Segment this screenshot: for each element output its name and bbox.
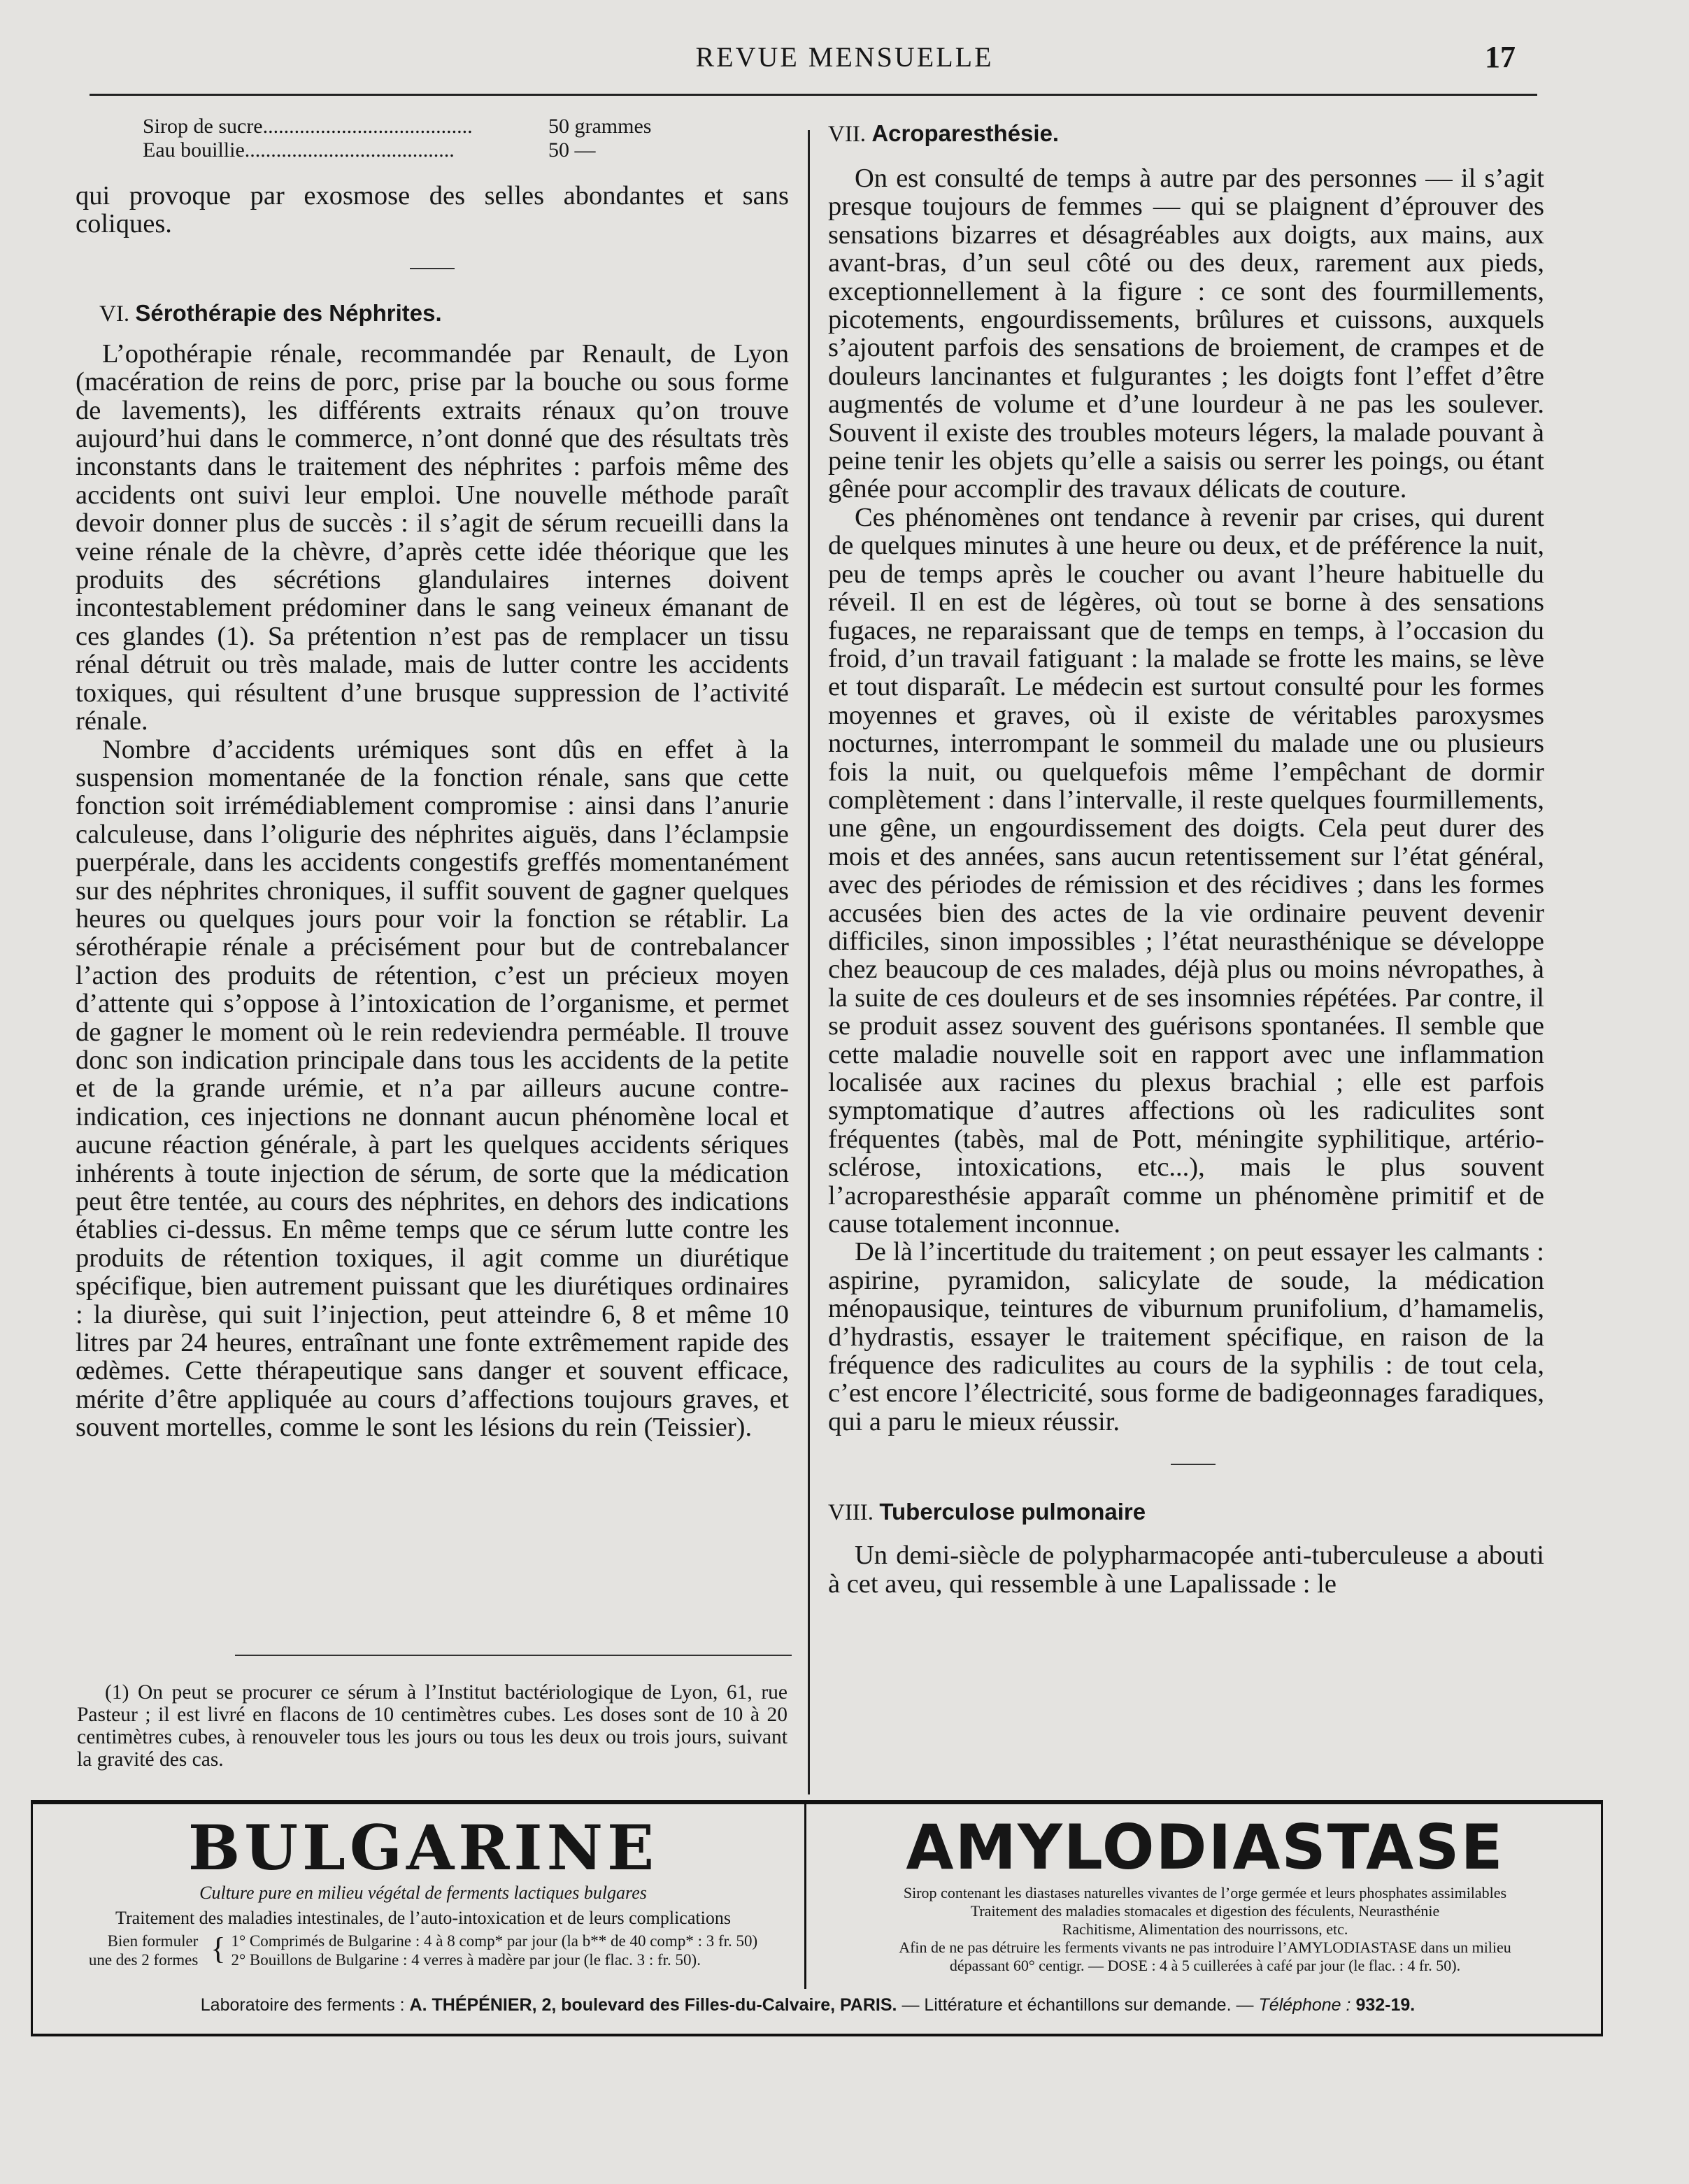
lab-literature-note: — Littérature et échantillons sur demande. —	[901, 1995, 1254, 2015]
section-number: VIII.	[828, 1500, 874, 1526]
formulation-label-line: une des 2 formes	[88, 1951, 199, 1969]
paragraph: Un demi-siècle de polypharmacopée anti-tuberculeuse a abouti à cet aveu, qui ressemble à une Lapalissade : le	[828, 1541, 1544, 1599]
recipe-ingredient: Sirop de sucre........................................	[143, 115, 473, 138]
amylodiastase-line: Sirop contenant les diastases naturelles vivantes de l’orge germée et leurs phosphates assimilables	[903, 1884, 1507, 1901]
recipe-quantity: 50 —	[548, 138, 596, 162]
section-number: VI.	[99, 301, 130, 327]
recipe-line	[143, 115, 789, 138]
recipe	[143, 115, 789, 162]
footnote-rule	[235, 1655, 792, 1656]
section-separator	[410, 268, 455, 269]
running-header-title: REVUE MENSUELLE	[695, 41, 994, 73]
formulation-option: 2° Bouillons de Bulgarine : 4 verres à madère par jour (le flac. 3 : fr. 50).	[231, 1951, 701, 1969]
bulgarine-formulation	[42, 1932, 804, 1969]
amylodiastase-line: dépassant 60° centigr. — DOSE : 4 à 5 cuillerées à café par jour (le flac. : 4 fr. 50).	[949, 1957, 1461, 1974]
paragraph: L’opothérapie rénale, recommandée par Renault, de Lyon (macération de reins de porc, prise par la bouche ou sous forme de lavements), les différents extraits rénaux qu’on trouve aujourd’hui dans le commerce, n’ont donné que des résultats très inconstants dans le traitement des néphrites : parfois même des accidents ont suivi leur emploi. Une nouvelle méthode paraît devoir donner plus de succès : il s’agit de sérum recueilli dans la veine rénale de la chèvre, d’après cette idée théorique que les produits des sécrétions glandulaires internes doivent incontestablement prédominer dans le sang veineux émanant de ces glandes (1). Sa prétention n’est pas de remplacer un tissu rénal détruit ou très malade, mais de lutter contre les accidents toxiques, qui résultent d’une brusque suppression de l’activité rénale.	[76, 338, 789, 736]
formulation-options	[231, 1932, 757, 1969]
phone-label: Téléphone :	[1258, 1995, 1351, 2015]
section-heading-viii	[828, 1499, 1544, 1526]
formulation-label-line: Bien formuler	[107, 1932, 199, 1950]
right-column	[828, 115, 1544, 1598]
phone-number: 932-19.	[1355, 1995, 1416, 2015]
amylodiastase-line: Rachitisme, Alimentation des nourrissons, etc.	[1062, 1920, 1348, 1938]
advertisement-divider	[804, 1804, 806, 1989]
section-title: Acroparesthésie.	[871, 120, 1060, 146]
paragraph: Ces phénomènes ont tendance à revenir par crises, qui durent de quelques minutes à une heure ou deux, et de préférence la nuit, peu de temps après le coucher ou avant l’heure habituelle du réveil. Il en est de légères, où tout se borne à des sensations fugaces, ne reparaissant que de temps en temps, à l’occasion du froid, d’un travail fatiguant : la malade se frotte les mains, se lève et tout disparaît. Le médecin est surtout consulté pour les formes moyennes et graves, où il existe de véritables paroxysmes nocturnes, interrompant le sommeil du malade une ou plusieurs fois la nuit, ou quelquefois même l’empêchant de dormir complètement : dans l’intervalle, il reste quelques fourmillements, une gêne, un engourdissement des doigts. Cela peut durer des mois et des années, sans aucun retentissement sur l’état général, avec des périodes de rémission et des récidives ; dans les formes accusées bien des actes de la vie ordinaire peuvent devenir difficiles, sinon impossibles ; l’état neurasthénique se développe chez beaucoup de ces malades, déjà plus ou moins névropathes, à la suite de ces douleurs et de ses insomnies répétées. Par contre, il se produit assez souvent des guérisons spontanées. Il semble que cette maladie nouvelle soit en rapport avec une inflammation localisée aux racines du plexus brachial ; elle est parfois symptomatique d’autres affections où les radiculites sont fréquentes (tabès, mal de Pott, méningite syphilitique, artério-sclérose, intoxications, etc...), mais le plus souvent l’acroparesthésie apparaît comme un phénomène primitif et de cause totalement inconnue.	[828, 502, 1544, 1239]
section-title: Sérothérapie des Néphrites.	[135, 299, 442, 326]
lab-address: A. THÉPÉNIER, 2, boulevard des Filles-du-Calvaire, PARIS.	[409, 1995, 897, 2015]
recipe-ingredient: Eau bouillie........................................	[143, 138, 455, 162]
amylodiastase-brand: AMYLODIASTASE	[906, 1811, 1504, 1883]
left-column	[76, 115, 789, 1442]
amylodiastase-ad	[817, 1811, 1593, 1975]
lab-prefix: Laboratoire des ferments :	[200, 1995, 405, 2015]
section-number: VII.	[828, 122, 867, 147]
bulgarine-indication: Traitement des maladies intestinales, de l’auto-intoxication et de leurs complications	[115, 1908, 731, 1928]
paragraph: De là l’incertitude du traitement ; on peut essayer les calmants : aspirine, pyramidon, salicylate de soude, la médication ménopausique, teintures de viburnum prunifolium, d’hamamelis, d’hydrastis, essayer le traitement spécifique, en raison de la fréquence des radiculites au cours de la syphilis : de tout cela, c’est encore l’électricité, sous forme de badigeonnages faradiques, qui a paru le mieux réussir.	[828, 1237, 1544, 1436]
paragraph: On est consulté de temps à autre par des personnes — il s’agit presque toujours de femmes — qui se plaignent d’éprouver des sensations bizarres et désagréables aux doigts, aux mains, aux avant-bras, d’un seul côté ou des deux, rarement aux pieds, exceptionnellement à la figure : ce sont des fourmillements, picotements, engourdissements, brûlures et cuissons, auxquels s’ajoutent parfois des sensations de broiement, de crampes et de douleurs lancinantes et fulgurantes ; les doigts font l’effet d’être augmentés de volume et d’une lourdeur à ne pas les soulever. Souvent il existe des troubles moteurs légers, la malade pouvant à peine tenir les objets qu’elle a saisis ou serrer les poings, ou étant gênée pour accomplir des travaux délicats de couture.	[828, 164, 1544, 504]
formulation-label	[89, 1932, 206, 1969]
column-divider	[808, 130, 810, 1794]
recipe-line	[143, 138, 789, 162]
intro-paragraph: qui provoque par exosmose des selles abondantes et sans coliques.	[76, 181, 789, 239]
page-number: 17	[1485, 40, 1516, 74]
section-heading-vi	[99, 300, 789, 327]
bulgarine-brand: BULGARINE	[187, 1811, 659, 1884]
bulgarine-ad	[42, 1811, 804, 1969]
section-title: Tuberculose pulmonaire	[879, 1499, 1146, 1525]
formulation-option: 1° Comprimés de Bulgarine : 4 à 8 comp* par jour (la b** de 40 comp* : 3 fr. 50)	[231, 1932, 758, 1950]
header-rule	[90, 94, 1537, 96]
footnote: (1) On peut se procurer ce sérum à l’Institut bactériologique de Lyon, 61, rue Pasteur ; il est livré en flacons de 10 centimètres cubes. Les doses sont de 10 à 20 centimètres cubes, à renouveler tous les jours ou tous les deux ou trois jours, suivant la gravité des cas.	[77, 1681, 788, 1771]
paragraph: Nombre d’accidents urémiques sont dûs en effet à la suspension momentanée de la fonction rénale, sans que cette fonction soit irrémédiablement compromise : ainsi dans l’anurie calculeuse, dans l’oligurie des néphrites aiguës, dans l’éclampsie puerpérale, dans les accidents congestifs greffés momentanément sur des néphrites chroniques, il suffit souvent de gagner quelques heures ou quelques jours pour voir la fonction se rétablir. La sérothérapie rénale a précisément pour but de contrebalancer l’action des produits de rétention, c’est un précieux moyen d’attente qui s’oppose à l’intoxication de l’organisme, et permet de gagner le moment où le rein redeviendra perméable. Il trouve donc son indication principale dans tous les accidents de la petite et de la grande urémie, et n’a par ailleurs aucune contre-indication, ces injections ne donnant aucun phénomène local et aucune réaction générale, à part les quelques accidents sériques inhérents à toute injection de sérum, de sorte que la médication peut être tentée, au cours des néphrites, en dehors des indications établies ci-dessus. En même temps que ce sérum lutte contre les produits de rétention toxiques, il agit comme un diurétique spécifique, bien autrement puissant que les diurétiques ordinaires : la diurèse, qui suit l’injection, peut atteindre 6, 8 et même 10 litres par 24 heures, entraînant une fonte extrêmement rapide des œdèmes. Cette thérapeutique sans danger et souvent efficace, mérite d’être appliquée au cours d’affections toujours graves, et souvent mortelles, comme le sont les lésions du rein (Teissier).	[76, 734, 789, 1443]
bulgarine-tagline: Culture pure en milieu végétal de ferments lactiques bulgares	[199, 1883, 647, 1903]
amylodiastase-line: Afin de ne pas détruire les ferments vivants ne pas introduire l’AMYLODIASTASE dans un milieu	[899, 1939, 1511, 1956]
brace-mark: {	[211, 1932, 226, 1966]
recipe-quantity: 50 grammes	[548, 115, 652, 138]
advertisement-footer	[42, 1994, 1574, 2015]
section-heading-vii	[828, 120, 1544, 148]
section-separator	[1171, 1464, 1216, 1465]
amylodiastase-line: Traitement des maladies stomacales et digestion des féculents, Neurasthénie	[970, 1902, 1440, 1920]
